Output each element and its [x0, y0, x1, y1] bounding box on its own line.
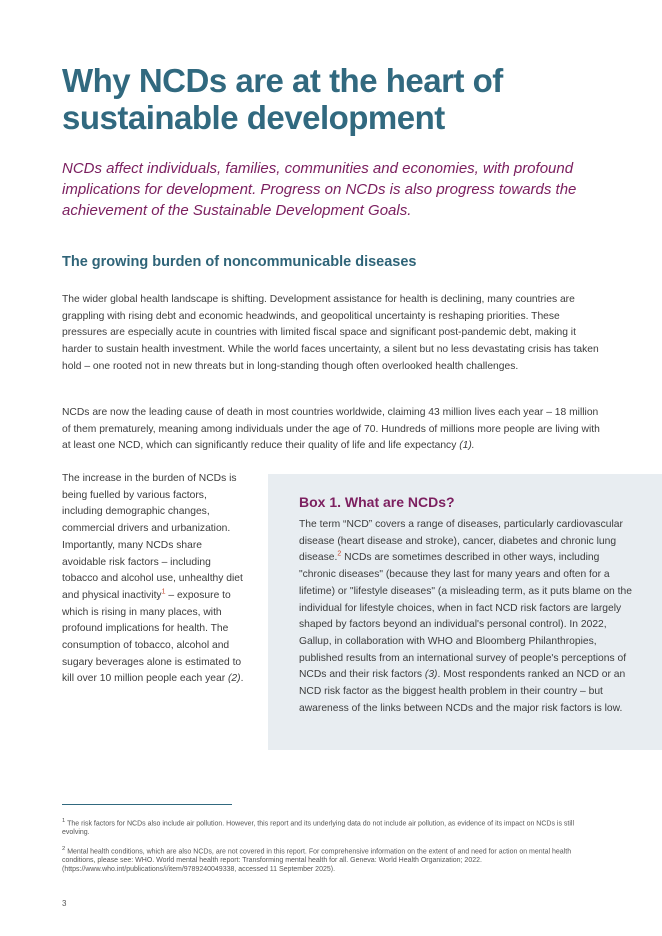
citation-ref: (2) — [227, 673, 241, 685]
footnote-text: The risk factors for NCDs also include air pollution. However, this report and its underlying data do not include air pollution, as evidence of its impact on NCDs is still evolving. — [62, 820, 575, 836]
paragraph-text: NCDs are now the leading cause of death in most countries worldwide, claiming 43 million lives each year – 18 million of them prematurely, meaning among individuals under the age of 70. Hundreds of millions more people are living with at least one NCD, which can significantly reduce their quality of life and life expectancy — [62, 407, 600, 452]
footnote-text: Mental health conditions, which are also NCDs, are not covered in this report. For comprehensive information on the extent of and need for action on mental health conditions, please see: WHO. World mental health report: Transforming mental health for all. Geneva: World Health Organization; 2022. (https://www.who.int/publications/i/item/9789240049338, accessed 11 September 2025). — [62, 848, 572, 873]
box-body — [299, 517, 635, 717]
side-text-end: . — [240, 673, 244, 685]
paragraph-landscape: The wider global health landscape is shifting. Development assistance for health is declining, many countries are grappling with rising debt and economic headwinds, and geopolitical uncertainty is reshaping priorities. These pressures are especially acute in countries with limited fiscal space and significant post-pandemic debt, making it harder to sustain health investment. While the world faces uncertainty, a silent but no less devastating crisis has taken hold – one rooted not in new threats but in long-standing though often overlooked health challenges. — [62, 294, 599, 372]
footnote-number: 1 — [62, 818, 66, 824]
side-column-text — [62, 471, 248, 688]
citation-ref: (1). — [459, 440, 475, 452]
page-number: 3 — [62, 899, 67, 908]
footnote-number: 2 — [62, 846, 66, 852]
box-text-part: . Most respondents ranked an NCD or an NCD risk factor as the biggest health problem in their country – but awareness of the links between NCDs and the major risk factors is low. — [299, 669, 626, 714]
section-heading: The growing burden of noncommunicable diseases — [62, 254, 417, 270]
box-title: Box 1. What are NCDs? — [299, 494, 455, 510]
footnote-divider — [62, 804, 232, 805]
box-text-part: The term “NCD” covers a range of diseases, particularly cardiovascular disease (heart disease and stroke), cancer, diabetes and chronic lung disease. — [299, 519, 623, 564]
page-title: Why NCDs are at the heart of sustainable development — [62, 62, 503, 136]
footnote-1 — [62, 817, 602, 838]
side-text-part: The increase in the burden of NCDs is being fuelled by various factors, including demographic changes, commercial drivers and urbanization. Importantly, many NCDs share avoidable risk factors – including tobacco and alcohol use, unhealthy diet and physical inactivity — [62, 473, 243, 601]
lead-statement: NCDs affect individuals, families, communities and economies, with profound implications for development. Progress on NCDs is also progress towards the achievement of the Sustainable Development Goals. — [62, 160, 577, 219]
box-text-part: NCDs are sometimes described in other ways, including "chronic diseases" (because they last for many years and often for a lifetime) or "lifestyle diseases" (a misleading term, as it puts blame on the individual for lifestyle choices, when in fact NCD risk factors are largely shaped by factors beyond an individual's personal control). In 2022, Gallup, in collaboration with WHO and Bloomberg Philanthropies, published results from an international survey of people's perceptions of NCDs and their risk factors — [299, 552, 632, 681]
footnote-marker: 1 — [161, 588, 166, 596]
paragraph-leading-cause — [62, 405, 602, 455]
footnote-2 — [62, 845, 602, 874]
citation-ref: (3) — [424, 669, 438, 681]
ncd-definition-box — [268, 474, 662, 750]
side-text-part: – exposure to which is rising in many places, with profound implications for health. The consumption of tobacco, alcohol and sugary beverages alone is estimated to kill over 10 million people each year — [62, 589, 242, 685]
footnote-marker: 2 — [337, 550, 342, 558]
